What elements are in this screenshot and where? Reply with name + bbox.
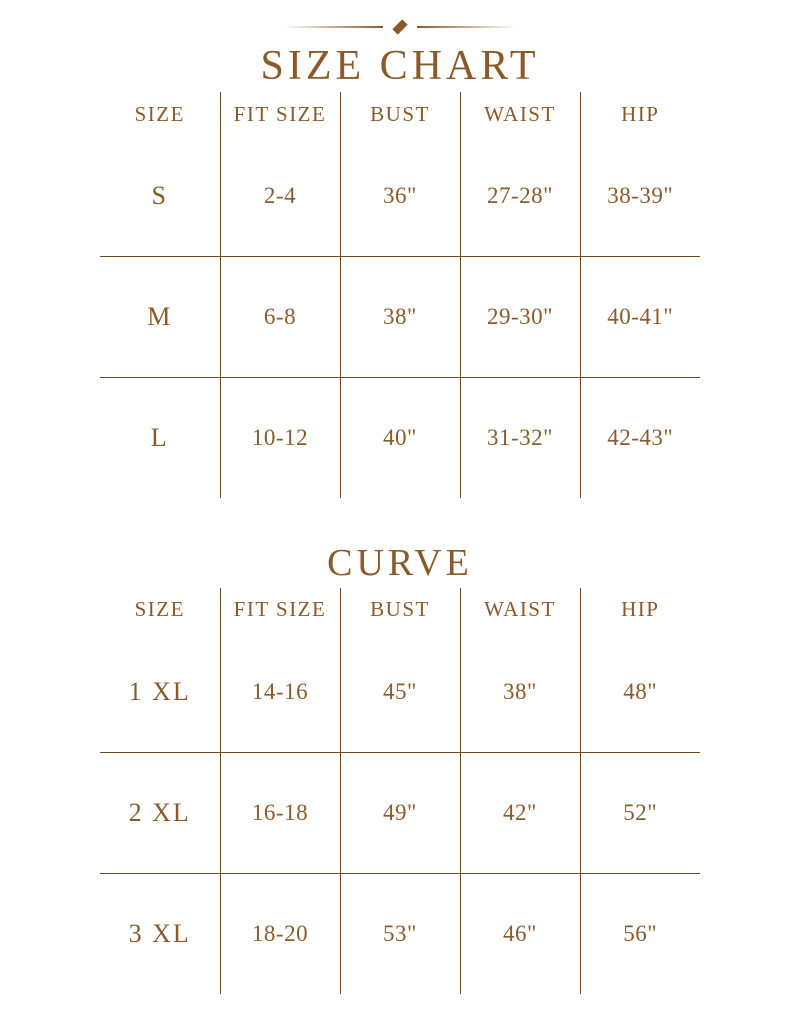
cell-size: 2 XL	[100, 752, 220, 873]
column-header-waist: WAIST	[460, 588, 580, 632]
cell-bust: 36"	[340, 136, 460, 257]
cell-hip: 52"	[580, 752, 700, 873]
cell-waist: 27-28"	[460, 136, 580, 257]
cell-fit-size: 10-12	[220, 378, 340, 499]
curve-table	[100, 588, 700, 994]
cell-waist: 29-30"	[460, 257, 580, 378]
cell-size: 1 XL	[128, 676, 191, 706]
column-header-bust: BUST	[340, 92, 460, 136]
table-row	[100, 873, 700, 994]
cell-waist: 46"	[460, 873, 580, 994]
cell-size: M	[100, 257, 220, 378]
size-chart-page	[0, 16, 800, 1016]
cell-hip: 56"	[580, 873, 700, 994]
column-header-hip: HIP	[580, 92, 700, 136]
curve-table-wrapper	[100, 588, 700, 994]
size-chart-table	[100, 92, 700, 498]
cell-waist: 31-32"	[460, 378, 580, 499]
table-row	[100, 378, 700, 499]
cell-fit-size: 18-20	[220, 873, 340, 994]
cell-fit-size: 14-16	[220, 632, 340, 753]
cell-hip: 38-39"	[580, 136, 700, 257]
decorative-divider-icon	[275, 16, 525, 38]
size-chart-table-wrapper	[100, 92, 700, 498]
cell-hip: 48"	[580, 632, 700, 753]
divider-line-right	[417, 26, 517, 28]
cell-hip: 40-41"	[580, 257, 700, 378]
cell-size: L	[100, 378, 220, 499]
section-spacer	[0, 498, 800, 542]
page-title: SIZE CHART	[260, 43, 540, 89]
column-header-bust: BUST	[340, 588, 460, 632]
table-header-row	[100, 92, 700, 136]
cell-waist: 38"	[460, 632, 580, 753]
column-header-hip: HIP	[580, 588, 700, 632]
cell-fit-size: 16-18	[220, 752, 340, 873]
table-header-row	[100, 588, 700, 632]
table-row	[100, 752, 700, 873]
cell-bust: 49"	[340, 752, 460, 873]
column-header-fit-size: FIT SIZE	[220, 92, 340, 136]
column-header-fit-size: FIT SIZE	[220, 588, 340, 632]
section-curve	[0, 542, 800, 994]
cell-waist: 42"	[460, 752, 580, 873]
cell-bust: 40"	[340, 378, 460, 499]
divider-diamond-icon	[392, 19, 407, 34]
column-header-waist: WAIST	[460, 92, 580, 136]
cell-bust: 38"	[340, 257, 460, 378]
table-row	[100, 632, 700, 753]
column-header-size: SIZE	[134, 101, 185, 126]
cell-fit-size: 2-4	[220, 136, 340, 257]
cell-hip: 42-43"	[580, 378, 700, 499]
curve-title: CURVE	[327, 542, 473, 585]
cell-size: 3 XL	[100, 873, 220, 994]
table-row	[100, 257, 700, 378]
table-row	[100, 136, 700, 257]
cell-size: S	[151, 181, 168, 211]
cell-bust: 45"	[340, 632, 460, 753]
cell-fit-size: 6-8	[220, 257, 340, 378]
column-header-size: SIZE	[134, 597, 185, 622]
cell-bust: 53"	[340, 873, 460, 994]
section-size-chart	[0, 42, 800, 498]
divider-line-left	[283, 26, 383, 28]
